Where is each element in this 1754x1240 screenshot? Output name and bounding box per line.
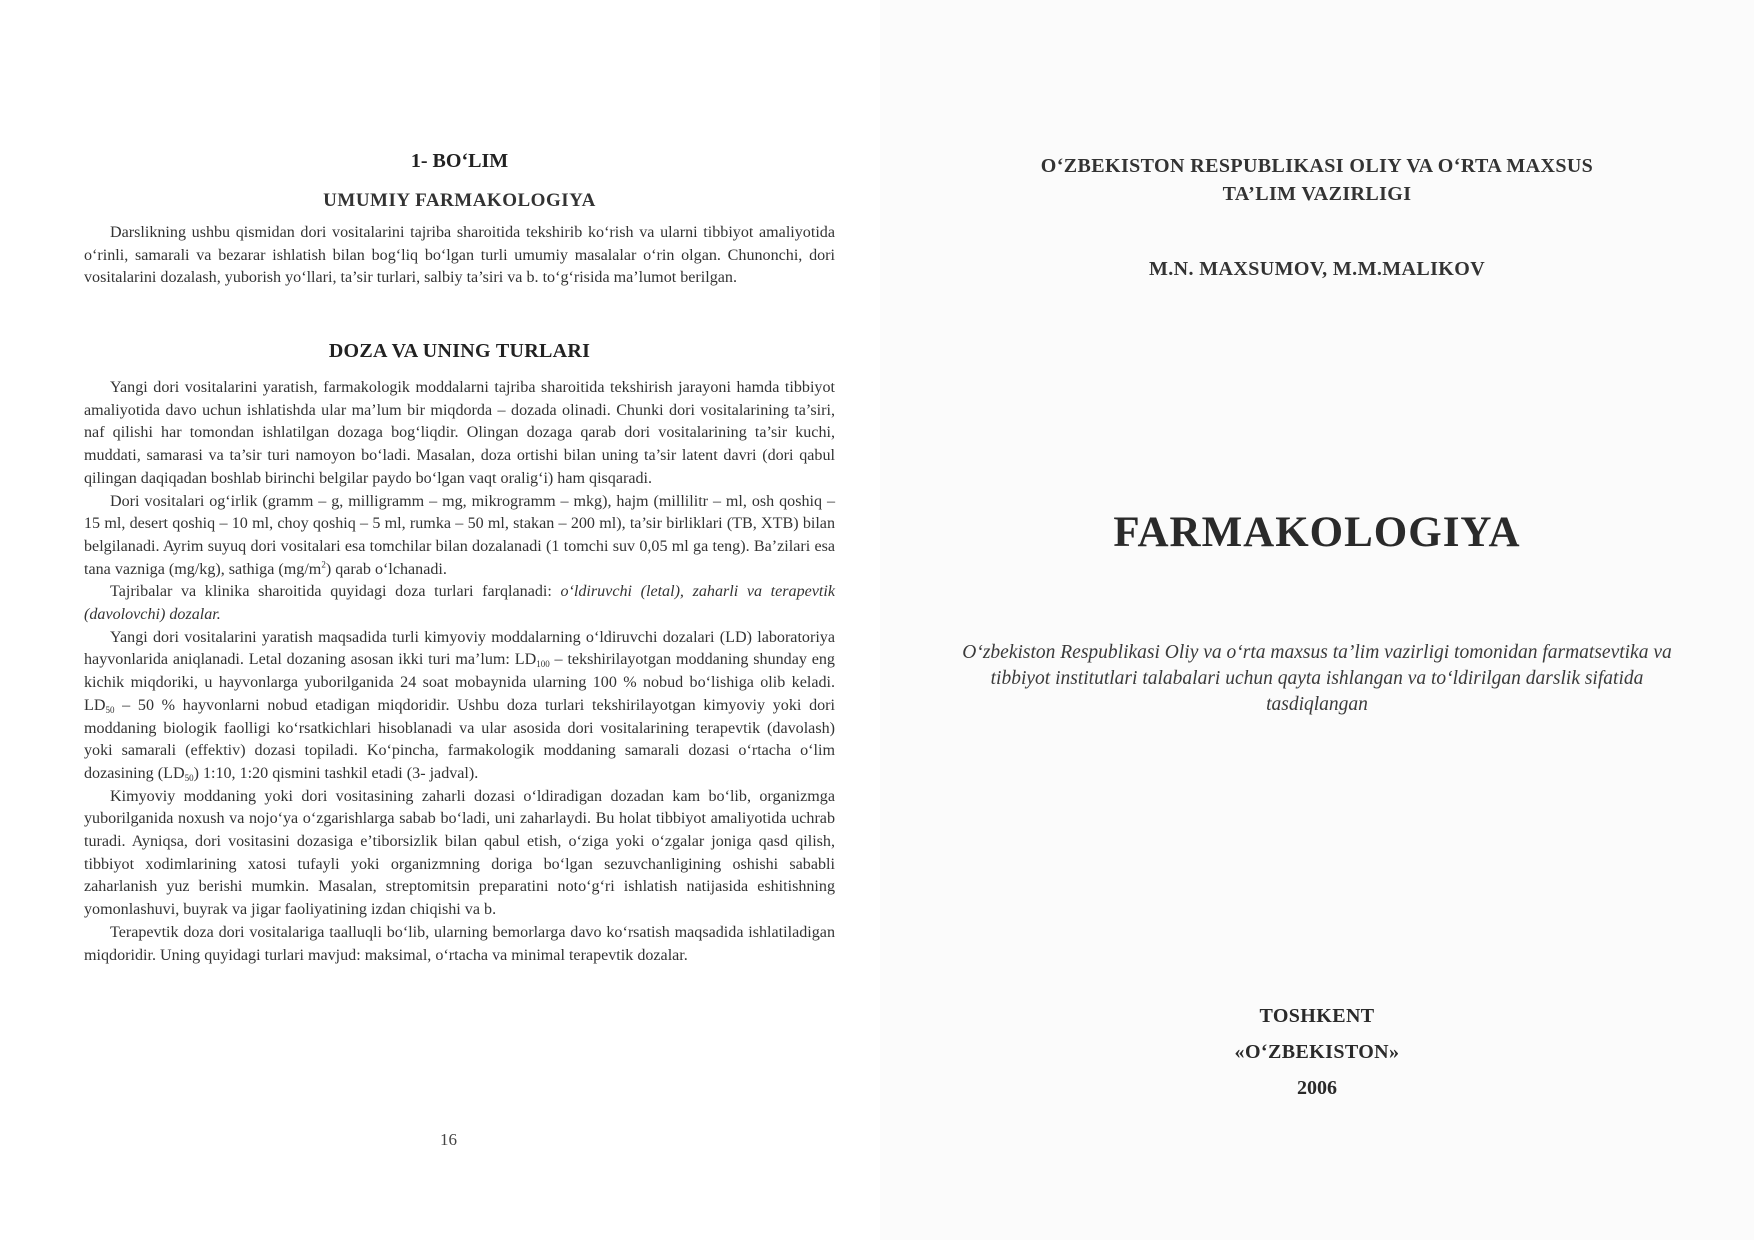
year: 2006 <box>1297 1077 1337 1099</box>
book-title: FARMAKOLOGIYA <box>1113 509 1521 556</box>
intro-block <box>84 222 835 290</box>
section-number: 1- BO‘LIM <box>410 150 509 172</box>
page-number: 16 <box>440 1130 457 1149</box>
authors: M.N. MAXSUMOV, M.M.MALIKOV <box>1148 258 1486 280</box>
paragraph-3: Tajribalar va klinika sharoitida quyidagi doza turlari farqlanadi: o‘ldiruvchi (letal), zaharli va terapevtik (davolovchi) dozalar. <box>84 583 835 624</box>
paragraph-6: Terapevtik doza dori vositalariga taalluqli bo‘lib, ularning bemorlarga davo ko‘rsatish maqsadida ishlatiladigan miqdoridir. Uning quyidagi turlari mavjud: maksimal, o‘rtacha va minimal terapevtik dozalar. <box>84 923 835 964</box>
ministry-heading <box>880 152 1754 208</box>
approval-note: O‘zbekiston Respublikasi Oliy va o‘rta maxsus ta’lim vazirligi tomonidan farmatsevtika va tibbiyot institutlari talabalari uchun qayta ishlangan va to‘ldirilgan darslik sifatida tasdiqlangan <box>962 642 1672 715</box>
paragraph-2: Dori vositalari og‘irlik (gramm – g, milligramm – mg, mikrogramm – mkg), hajm (millilitr – ml, osh qoshiq – 15 ml, desert qoshiq – 10 ml, choy qoshiq – 5 ml, rumka – 50 ml, stakan – 200 ml), ta’sir birliklari (TB, XTB) bilan belgilanadi. Ayrim suyuq dori vositalari esa tomchilar bilan dozalanadi (1 tomchi suv 0,05 ml ga teng). Ba’zilari esa tana vazniga (mg/kg), sathiga $(mg/m^2)$ qarab o‘lchanadi. <box>84 492 835 578</box>
city: TOSHKENT <box>1259 1005 1375 1027</box>
paragraph-4: Yangi dori vositalarini yaratish maqsadida turli kimyoviy moddalarning o‘ldiruvchi dozalari (LD) laboratoriya hayvonlarida aniqlanadi. Letal dozaning asosan ikki turi ma’lum: $LD_{100}$ – tekshirilayotgan moddaning shunday eng kichik miqdoriki, u hayvonlarga yuborilganida 24 soat mobaynida ularning 100 % nobud bo‘lishiga olib keladi. $LD_{50} - 50$ % hayvonlarni nobud etadigan miqdoridir. Ushbu doza turlari tekshirilayotgan kimyoviy yoki dori moddaning biologik faolligi ko‘rsatkichlari hisoblanadi va ular asosida dori vositalarining terapevtik (davolash) yoki samarali (effektiv) dozasi topiladi. Ko‘pincha, farmakologik moddaning samarali dozasi o‘rtacha o‘lim dozasining $(LD_{50})$ 1:10, 1:20 qismini tashkil etadi (3- jadval). <box>84 628 835 783</box>
section-title: UMUMIY FARMAKOLOGIYA <box>323 190 596 211</box>
publisher: «O‘ZBEKISTON» <box>1234 1041 1400 1063</box>
paragraph-1: Yangi dori vositalarini yaratish, farmakologik moddalarni tajriba sharoitida tekshirish jarayoni hamda tibbiyot amaliyotida davo uchun ishlatishda ular ma’lum bir miqdorda – dozada olinadi. Chunki dori vositalarining ta’siri, naf qilishi har tomondan ishlatilgan dozaga bog‘liqdir. Olingan dozaga qarab dori vositalarining ta’sir kuchi, muddati, samarasi va ta’sir turi namoyon bo‘ladi. Masalan, doza ortishi bilan uning ta’sir latent davri (dori qabul qilingan daqiqadan boshlab birinchi belgilar paydo bo‘lgan vaqt oralig‘i) ham qisqaradi. <box>84 379 835 487</box>
ministry-line-1: O‘ZBEKISTON RESPUBLIKASI OLIY VA O‘RTA MAXSUS <box>1040 155 1594 177</box>
ministry-line-2: TA’LIM VAZIRLIGI <box>1222 183 1412 205</box>
paragraph-5: Kimyoviy moddaning yoki dori vositasining zaharli dozasi o‘ldiradigan dozadan kam bo‘lib, organizmga yuborilganida noxush va nojo‘ya o‘zgarishlarga sabab bo‘ladi, uni zaharlaydi. Bu holat tibbiyot amaliyotida uchrab turadi. Ayniqsa, dori vositasini dozasiga e’tiborsizlik bilan qabul etish, o‘ziga yoki o‘zgalar joniga qasd qilish, tibbiyot xodimlarining xatosi tufayli yoki organizmning doriga bo‘lgan sezuvchanligining oshishi sababli zaharlanish yuz berishi mumkin. Masalan, streptomitsin preparatini noto‘g‘ri ishlatish natijasida eshitishning yomonlashuvi, buyrak va jigar faoliyatining izdan chiqishi va b. <box>84 787 835 919</box>
doza-heading: DOZA VA UNING TURLARI <box>328 340 591 362</box>
body-text <box>84 377 835 967</box>
intro-paragraph: Darslikning ushbu qismidan dori vositalarini tajriba sharoitida tekshirib ko‘rish va ularni tibbiyot amaliyotida o‘rinli, samarali va bezarar ishlatish bilan bog‘liq bo‘lgan turli umumiy masalalar o‘rin olgan. Chunonchi, dori vositalarini dozalash, yuborish yo‘llari, ta’sir turlari, salbiy ta’siri va b. to‘g‘risida ma’lumot berilgan. <box>84 224 835 287</box>
